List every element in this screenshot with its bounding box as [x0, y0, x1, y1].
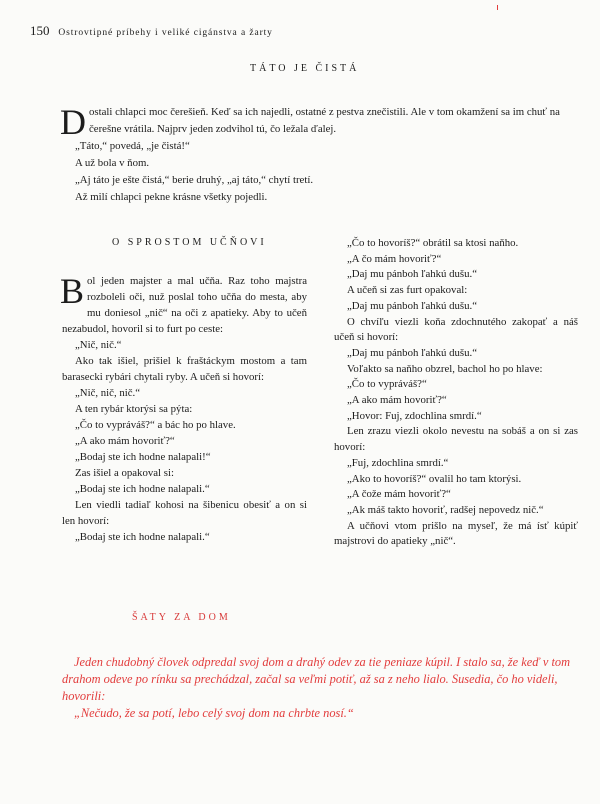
page-number: 150	[30, 23, 50, 38]
paragraph: Ako tak išiel, prišiel k fraštáckym mostom a tam barasecki rybári chytali ryby. A učeň si hovorí:	[62, 355, 307, 383]
story-title-o-sprostom-ucnovi: O SPROSTOM UČŇOVI	[112, 237, 267, 248]
paragraph: Voľakto sa naňho obzrel, bachol ho po hlave:	[347, 362, 543, 375]
paragraph: „Bodaj ste ich hodne nalapali.“	[75, 483, 210, 495]
running-title: Ostrovtipné príbehy i veliké cigánstva a žarty	[58, 28, 273, 38]
page-header	[30, 23, 273, 39]
story-column-right	[334, 236, 578, 550]
drop-cap: D	[60, 102, 86, 142]
story-title-saty-za-dom: ŠATY ZA DOM	[132, 612, 231, 623]
paragraph: „Aj táto je ešte čistá,“ berie druhý, „aj táto,“ chytí tretí.	[75, 174, 314, 186]
story-title-tato-je-cista: TÁTO JE ČISTÁ	[250, 63, 360, 74]
paragraph: Zas išiel a opakoval si:	[75, 467, 174, 479]
paragraph: A ten rybár ktorýsi sa pýta:	[75, 403, 193, 415]
paragraph: „Čo to hovoríš?“ obrátil sa ktosi naňho.	[347, 237, 519, 249]
paragraph	[60, 102, 580, 142]
paragraph: A už bola v ňom.	[75, 157, 150, 169]
drop-cap: B	[60, 271, 85, 311]
paragraph: A učeň si zas furt opakoval:	[347, 284, 468, 297]
paragraph: „Čo to vypráváš?“	[347, 378, 427, 391]
paragraph: „Nič, nič.“	[75, 339, 122, 351]
paragraph: „Hovor: Fuj, zdochlina smrdí.“	[347, 409, 482, 422]
paragraph: „A ako mám hovoriť?“	[347, 394, 447, 407]
paragraph: „A čože mám hovoriť?“	[347, 488, 451, 501]
paragraph: „Ak máš takto hovoriť, radšej nepovedz nič.“	[347, 503, 544, 516]
paragraph: „Ako to hovoríš?“ ovalil ho tam ktorýsi.	[347, 472, 522, 485]
paragraph: Len zrazu viezli okolo nevestu na sobáš a on si zas hovorí:	[334, 425, 578, 454]
story-body-tato-je-cista	[62, 104, 580, 206]
paragraph: „Nič, nič, nič.“	[75, 387, 141, 399]
print-mark	[497, 5, 498, 10]
paragraph: „A ako mám hovoriť?“	[75, 435, 175, 447]
story-body-saty-za-dom	[62, 654, 582, 722]
paragraph: O chvíľu viezli koňa zdochnutého zakopať a náš učeň si hovorí:	[334, 315, 578, 344]
paragraph: „Nečudo, že sa potí, lebo celý svoj dom na chrbte nosí.“	[74, 706, 354, 720]
text-line: ol jeden majster a mal učňa. Raz toho majstra rozboleli oči, nuž poslal toho učňa do mesta, aby mu doniesol „nič“ na oči z apatieky. Aby to učeň nezabudol, hovoril si to furt po ceste:	[62, 275, 307, 335]
paragraph: „Daj mu pánboh ľahkú dušu.“	[347, 268, 478, 281]
paragraph: A učňovi vtom prišlo na myseľ, že má ísť kúpiť majstrovi do apatieky „nič“.	[334, 519, 578, 548]
paragraph: „A čo mám hovoriť?“	[347, 252, 442, 265]
text-line: ostali chlapci moc čerešieň. Keď sa ich najedli, ostatné z pestva znečistili. Ale v tom okamžení sa im chuť na čerešne vrátila. Najprv jeden zodvihol tú, čo ležala ďalej.	[89, 106, 560, 135]
story-column-left	[62, 273, 307, 545]
paragraph: „Daj mu pánboh ľahkú dušu.“	[347, 299, 478, 312]
paragraph: Jeden chudobný človek odpredal svoj dom a drahý odev za tie peniaze kúpil. I stalo sa, že keď v tom drahom odeve po rínku sa prechádzal, začal sa veľmi potiť, až sa z neho lialo. Susedia, čo ho videli, hovorili:	[62, 655, 571, 703]
paragraph: „Bodaj ste ich hodne nalapali.“	[75, 531, 210, 543]
paragraph: „Čo to vypráváš?“ a bác ho po hlave.	[75, 419, 236, 431]
paragraph: Len viedli tadiaľ kohosi na šibenicu obesiť a on si len hovorí:	[62, 499, 307, 527]
paragraph: „Daj mu pánboh ľahkú dušu.“	[347, 346, 478, 359]
paragraph: „Bodaj ste ich hodne nalapali!“	[75, 451, 211, 463]
paragraph: „Fuj, zdochlina smrdí.“	[347, 456, 449, 469]
paragraph	[62, 273, 307, 337]
paragraph: „Táto,“ povedá, „je čistá!“	[75, 140, 190, 152]
paragraph: Až milí chlapci pekne krásne všetky pojedli.	[75, 191, 268, 203]
